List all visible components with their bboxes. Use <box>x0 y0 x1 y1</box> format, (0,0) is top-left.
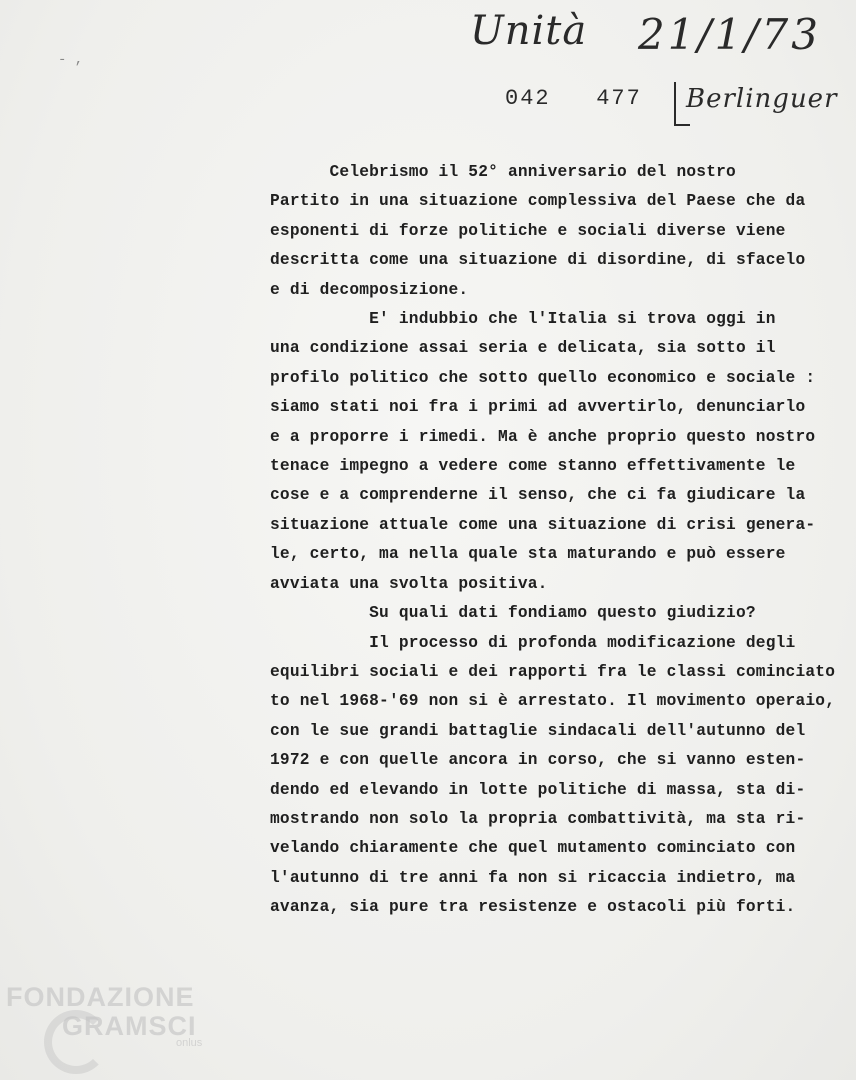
handwritten-author: Berlinguer <box>686 84 838 114</box>
text-line: con le sue grandi battaglie sindacali dell'autunno del <box>270 721 806 740</box>
fondazione-gramsci-watermark <box>6 984 202 1049</box>
text-line: to nel 1968-'69 non si è arrestato. Il movimento operaio, <box>270 692 836 711</box>
text-line: cose e a comprenderne il senso, che ci fa giudicare la <box>270 486 806 505</box>
text-line: velando chiaramente che quel mutamento cominciato con <box>270 839 796 858</box>
text-line: siamo stati noi fra i primi ad avvertirlo, denunciarlo <box>270 398 806 417</box>
handwritten-newspaper-name: Unità <box>470 8 588 54</box>
text-line: le, certo, ma nella quale sta maturando e può essere <box>270 545 786 564</box>
archive-code: 042 477 <box>505 86 642 111</box>
text-line: profilo politico che sotto quello economico e sociale : <box>270 368 816 387</box>
watermark-line3: onlus <box>176 1037 203 1049</box>
text-line: e di decomposizione. <box>270 280 469 299</box>
watermark-line1: FONDAZIONE <box>6 982 195 1012</box>
text-line: 1972 e con quelle ancora in corso, che si vanno esten- <box>270 751 806 770</box>
text-line: Su quali dati fondiamo questo giudizio? <box>270 604 756 623</box>
text-line: l'autunno di tre anni fa non si ricaccia indietro, ma <box>270 868 796 887</box>
text-line: Partito in una situazione complessiva del Paese che da <box>270 192 806 211</box>
text-line: esponenti di forze politiche e sociali diverse viene <box>270 221 786 240</box>
text-line: Celebrismo il 52° anniversario del nostro <box>270 163 736 181</box>
text-line: Il processo di profonda modificazione degli <box>270 633 796 652</box>
text-line: dendo ed elevando in lotte politiche di massa, sta di- <box>270 780 806 799</box>
handwritten-date: 21/1/73 <box>638 10 821 59</box>
typed-body <box>270 158 850 923</box>
text-line: E' indubbio che l'Italia si trova oggi in <box>270 310 776 329</box>
watermark-g-logo <box>44 1010 108 1074</box>
stray-pen-mark: - , <box>58 52 84 68</box>
text-line: avviata una svolta positiva. <box>270 574 548 593</box>
text-line: mostrando non solo la propria combattività, ma sta ri- <box>270 809 806 828</box>
text-line: una condizione assai seria e delicata, sia sotto il <box>270 339 776 358</box>
text-line: tenace impegno a vedere come stanno effettivamente le <box>270 457 796 476</box>
watermark-line2: GRAMSCI <box>62 1011 197 1041</box>
text-line: situazione attuale come una situazione di crisi genera- <box>270 515 816 534</box>
text-line: equilibri sociali e dei rapporti fra le classi cominciato <box>270 662 836 681</box>
text-line: descritta come una situazione di disordine, di sfacelo <box>270 251 806 270</box>
text-line: avanza, sia pure tra resistenze e ostacoli più forti. <box>270 898 796 917</box>
text-line: e a proporre i rimedi. Ma è anche proprio questo nostro <box>270 427 816 446</box>
